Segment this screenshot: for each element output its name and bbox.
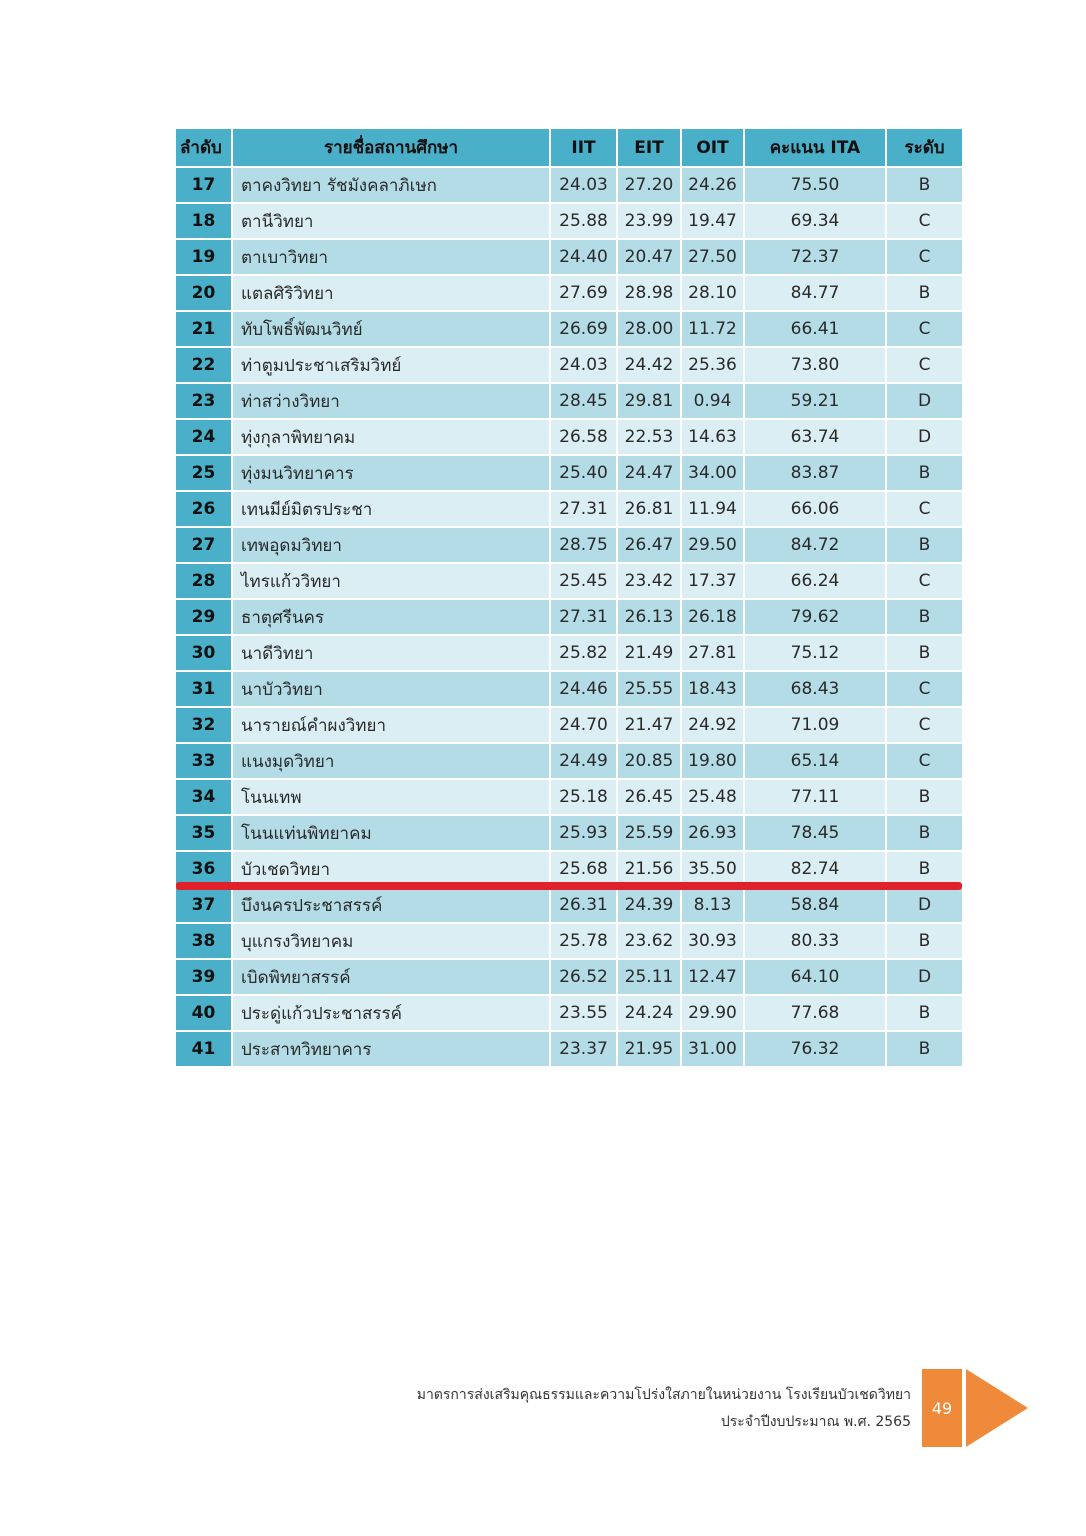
- cell-oit: 18.43: [681, 671, 744, 707]
- cell-oit: 0.94: [681, 383, 744, 419]
- cell-rank: 35: [176, 815, 232, 851]
- table-row: [176, 923, 962, 959]
- table-row: [176, 635, 962, 671]
- cell-school-name: นารายณ์คำผงวิทยา: [232, 707, 550, 743]
- cell-rank: 39: [176, 959, 232, 995]
- table-row: [176, 815, 962, 851]
- cell-iit: 25.78: [550, 923, 617, 959]
- cell-school-name: บุแกรงวิทยาคม: [232, 923, 550, 959]
- cell-eit: 21.56: [617, 851, 681, 887]
- page-number: 49: [922, 1369, 962, 1447]
- cell-ita-score: 71.09: [744, 707, 886, 743]
- cell-iit: 26.58: [550, 419, 617, 455]
- cell-eit: 20.85: [617, 743, 681, 779]
- cell-ita-score: 84.72: [744, 527, 886, 563]
- cell-ita-score: 73.80: [744, 347, 886, 383]
- table-row: [176, 239, 962, 275]
- table-body: [176, 167, 962, 1066]
- cell-level: C: [886, 203, 962, 239]
- cell-rank: 20: [176, 275, 232, 311]
- cell-oit: 34.00: [681, 455, 744, 491]
- cell-rank: 40: [176, 995, 232, 1031]
- cell-iit: 24.03: [550, 347, 617, 383]
- cell-eit: 22.53: [617, 419, 681, 455]
- cell-school-name: ประดู่แก้วประชาสรรค์: [232, 995, 550, 1031]
- cell-level: B: [886, 779, 962, 815]
- cell-oit: 26.18: [681, 599, 744, 635]
- cell-ita-score: 66.41: [744, 311, 886, 347]
- cell-eit: 23.42: [617, 563, 681, 599]
- cell-level: D: [886, 383, 962, 419]
- cell-school-name: ท่าตูมประชาเสริมวิทย์: [232, 347, 550, 383]
- cell-level: B: [886, 455, 962, 491]
- cell-rank: 41: [176, 1031, 232, 1066]
- cell-rank: 19: [176, 239, 232, 275]
- cell-eit: 26.45: [617, 779, 681, 815]
- cell-ita-score: 80.33: [744, 923, 886, 959]
- table-row: [176, 743, 962, 779]
- cell-ita-score: 75.50: [744, 167, 886, 203]
- cell-oit: 29.90: [681, 995, 744, 1031]
- footer-line-1: มาตรการส่งเสริมคุณธรรมและความโปร่งใสภายในหน่วยงาน โรงเรียนบัวเชดวิทยา: [416, 1387, 911, 1403]
- cell-level: C: [886, 347, 962, 383]
- cell-ita-score: 75.12: [744, 635, 886, 671]
- cell-iit: 23.37: [550, 1031, 617, 1066]
- cell-rank: 31: [176, 671, 232, 707]
- ita-score-table-wrapper: [176, 129, 962, 1066]
- cell-oit: 19.80: [681, 743, 744, 779]
- cell-rank: 26: [176, 491, 232, 527]
- cell-ita-score: 82.74: [744, 851, 886, 887]
- cell-eit: 20.47: [617, 239, 681, 275]
- cell-school-name: ตานีวิทยา: [232, 203, 550, 239]
- header-iit: IIT: [550, 129, 617, 167]
- table-row: [176, 275, 962, 311]
- header-school-name: รายชื่อสถานศึกษา: [232, 129, 550, 167]
- cell-rank: 17: [176, 167, 232, 203]
- cell-level: B: [886, 923, 962, 959]
- cell-eit: 21.95: [617, 1031, 681, 1066]
- table-row: [176, 383, 962, 419]
- cell-level: C: [886, 671, 962, 707]
- table-row: [176, 995, 962, 1031]
- cell-oit: 14.63: [681, 419, 744, 455]
- cell-rank: 23: [176, 383, 232, 419]
- table-row: [176, 527, 962, 563]
- cell-school-name: แตลศิริวิทยา: [232, 275, 550, 311]
- cell-school-name: ไทรแก้ววิทยา: [232, 563, 550, 599]
- cell-rank: 25: [176, 455, 232, 491]
- cell-level: D: [886, 887, 962, 923]
- cell-rank: 24: [176, 419, 232, 455]
- cell-oit: 24.26: [681, 167, 744, 203]
- table-row: [176, 455, 962, 491]
- cell-level: B: [886, 635, 962, 671]
- cell-eit: 26.81: [617, 491, 681, 527]
- table-row: [176, 599, 962, 635]
- arrow-right-icon: [966, 1369, 1028, 1447]
- cell-iit: 28.45: [550, 383, 617, 419]
- cell-ita-score: 78.45: [744, 815, 886, 851]
- cell-rank: 38: [176, 923, 232, 959]
- cell-school-name: บึงนครประชาสรรค์: [232, 887, 550, 923]
- cell-iit: 28.75: [550, 527, 617, 563]
- cell-eit: 24.42: [617, 347, 681, 383]
- cell-level: C: [886, 239, 962, 275]
- cell-ita-score: 63.74: [744, 419, 886, 455]
- cell-school-name: ตาเบาวิทยา: [232, 239, 550, 275]
- cell-eit: 21.49: [617, 635, 681, 671]
- cell-iit: 26.31: [550, 887, 617, 923]
- footer-line-2: ประจำปีงบประมาณ พ.ศ. 2565: [720, 1414, 911, 1430]
- table-row: [176, 563, 962, 599]
- cell-eit: 25.11: [617, 959, 681, 995]
- cell-iit: 24.49: [550, 743, 617, 779]
- cell-level: C: [886, 563, 962, 599]
- cell-ita-score: 65.14: [744, 743, 886, 779]
- cell-ita-score: 83.87: [744, 455, 886, 491]
- cell-iit: 24.70: [550, 707, 617, 743]
- cell-rank: 18: [176, 203, 232, 239]
- cell-ita-score: 59.21: [744, 383, 886, 419]
- cell-iit: 23.55: [550, 995, 617, 1031]
- cell-level: B: [886, 815, 962, 851]
- cell-oit: 27.81: [681, 635, 744, 671]
- table-header-row: [176, 129, 962, 167]
- cell-eit: 24.24: [617, 995, 681, 1031]
- cell-eit: 24.47: [617, 455, 681, 491]
- table-row: [176, 419, 962, 455]
- cell-iit: 27.31: [550, 599, 617, 635]
- cell-iit: 25.68: [550, 851, 617, 887]
- cell-rank: 27: [176, 527, 232, 563]
- cell-eit: 28.00: [617, 311, 681, 347]
- cell-iit: 24.03: [550, 167, 617, 203]
- cell-iit: 25.40: [550, 455, 617, 491]
- cell-ita-score: 58.84: [744, 887, 886, 923]
- cell-iit: 27.69: [550, 275, 617, 311]
- cell-school-name: ธาตุศรีนคร: [232, 599, 550, 635]
- cell-level: B: [886, 527, 962, 563]
- cell-school-name: ท่าสว่างวิทยา: [232, 383, 550, 419]
- cell-school-name: โนนเทพ: [232, 779, 550, 815]
- cell-iit: 25.82: [550, 635, 617, 671]
- cell-level: B: [886, 995, 962, 1031]
- cell-oit: 31.00: [681, 1031, 744, 1066]
- cell-school-name: ทุ่งกุลาพิทยาคม: [232, 419, 550, 455]
- cell-eit: 24.39: [617, 887, 681, 923]
- table-row: [176, 959, 962, 995]
- cell-school-name: นาดีวิทยา: [232, 635, 550, 671]
- cell-ita-score: 68.43: [744, 671, 886, 707]
- cell-ita-score: 64.10: [744, 959, 886, 995]
- cell-iit: 25.45: [550, 563, 617, 599]
- cell-school-name: เบิดพิทยาสรรค์: [232, 959, 550, 995]
- cell-eit: 21.47: [617, 707, 681, 743]
- cell-oit: 26.93: [681, 815, 744, 851]
- cell-school-name: นาบัววิทยา: [232, 671, 550, 707]
- cell-eit: 29.81: [617, 383, 681, 419]
- cell-level: B: [886, 275, 962, 311]
- cell-level: D: [886, 419, 962, 455]
- cell-ita-score: 77.68: [744, 995, 886, 1031]
- table-row: [176, 707, 962, 743]
- cell-school-name: เทนมีย์มิตรประชา: [232, 491, 550, 527]
- cell-eit: 27.20: [617, 167, 681, 203]
- cell-level: B: [886, 599, 962, 635]
- table-row: [176, 491, 962, 527]
- cell-eit: 25.55: [617, 671, 681, 707]
- cell-iit: 25.18: [550, 779, 617, 815]
- cell-rank: 34: [176, 779, 232, 815]
- cell-school-name: โนนแท่นพิทยาคม: [232, 815, 550, 851]
- cell-eit: 26.47: [617, 527, 681, 563]
- cell-rank: 36: [176, 851, 232, 887]
- cell-ita-score: 69.34: [744, 203, 886, 239]
- cell-level: C: [886, 707, 962, 743]
- cell-ita-score: 77.11: [744, 779, 886, 815]
- cell-oit: 25.48: [681, 779, 744, 815]
- cell-school-name: ทุ่งมนวิทยาคาร: [232, 455, 550, 491]
- cell-eit: 28.98: [617, 275, 681, 311]
- cell-oit: 30.93: [681, 923, 744, 959]
- cell-level: B: [886, 167, 962, 203]
- cell-iit: 24.46: [550, 671, 617, 707]
- cell-school-name: เทพอุดมวิทยา: [232, 527, 550, 563]
- cell-level: C: [886, 743, 962, 779]
- cell-level: C: [886, 311, 962, 347]
- cell-level: D: [886, 959, 962, 995]
- header-ita-score: คะแนน ITA: [744, 129, 886, 167]
- cell-iit: 27.31: [550, 491, 617, 527]
- cell-school-name: ทับโพธิ์พัฒนวิทย์: [232, 311, 550, 347]
- cell-school-name: ประสาทวิทยาคาร: [232, 1031, 550, 1066]
- cell-eit: 23.62: [617, 923, 681, 959]
- header-level: ระดับ: [886, 129, 962, 167]
- cell-oit: 19.47: [681, 203, 744, 239]
- cell-oit: 27.50: [681, 239, 744, 275]
- cell-rank: 32: [176, 707, 232, 743]
- cell-oit: 17.37: [681, 563, 744, 599]
- table-row: [176, 347, 962, 383]
- cell-eit: 25.59: [617, 815, 681, 851]
- cell-school-name: ตาคงวิทยา รัชมังคลาภิเษก: [232, 167, 550, 203]
- cell-oit: 11.72: [681, 311, 744, 347]
- cell-rank: 22: [176, 347, 232, 383]
- table-row: [176, 671, 962, 707]
- cell-iit: 25.93: [550, 815, 617, 851]
- cell-school-name: บัวเชดวิทยา: [232, 851, 550, 887]
- table-row: [176, 167, 962, 203]
- cell-oit: 25.36: [681, 347, 744, 383]
- cell-ita-score: 84.77: [744, 275, 886, 311]
- cell-ita-score: 66.06: [744, 491, 886, 527]
- cell-oit: 24.92: [681, 707, 744, 743]
- cell-oit: 8.13: [681, 887, 744, 923]
- cell-oit: 11.94: [681, 491, 744, 527]
- table-row: [176, 779, 962, 815]
- table-row: [176, 311, 962, 347]
- table-row: [176, 203, 962, 239]
- cell-ita-score: 76.32: [744, 1031, 886, 1066]
- cell-level: B: [886, 851, 962, 887]
- cell-rank: 30: [176, 635, 232, 671]
- table-row: [176, 887, 962, 923]
- cell-rank: 29: [176, 599, 232, 635]
- cell-rank: 33: [176, 743, 232, 779]
- header-rank: ลำดับ: [176, 129, 232, 167]
- cell-rank: 28: [176, 563, 232, 599]
- cell-oit: 29.50: [681, 527, 744, 563]
- cell-eit: 26.13: [617, 599, 681, 635]
- header-oit: OIT: [681, 129, 744, 167]
- footer-text: [417, 1382, 911, 1436]
- cell-level: B: [886, 1031, 962, 1066]
- cell-ita-score: 66.24: [744, 563, 886, 599]
- cell-eit: 23.99: [617, 203, 681, 239]
- cell-ita-score: 72.37: [744, 239, 886, 275]
- cell-school-name: แนงมุดวิทยา: [232, 743, 550, 779]
- cell-rank: 21: [176, 311, 232, 347]
- cell-iit: 25.88: [550, 203, 617, 239]
- red-marker-line: [176, 882, 962, 890]
- cell-oit: 12.47: [681, 959, 744, 995]
- cell-iit: 26.52: [550, 959, 617, 995]
- cell-oit: 35.50: [681, 851, 744, 887]
- ita-score-table: [176, 129, 962, 1066]
- cell-iit: 24.40: [550, 239, 617, 275]
- cell-oit: 28.10: [681, 275, 744, 311]
- cell-iit: 26.69: [550, 311, 617, 347]
- cell-level: C: [886, 491, 962, 527]
- table-row: [176, 1031, 962, 1066]
- header-eit: EIT: [617, 129, 681, 167]
- cell-rank: 37: [176, 887, 232, 923]
- cell-ita-score: 79.62: [744, 599, 886, 635]
